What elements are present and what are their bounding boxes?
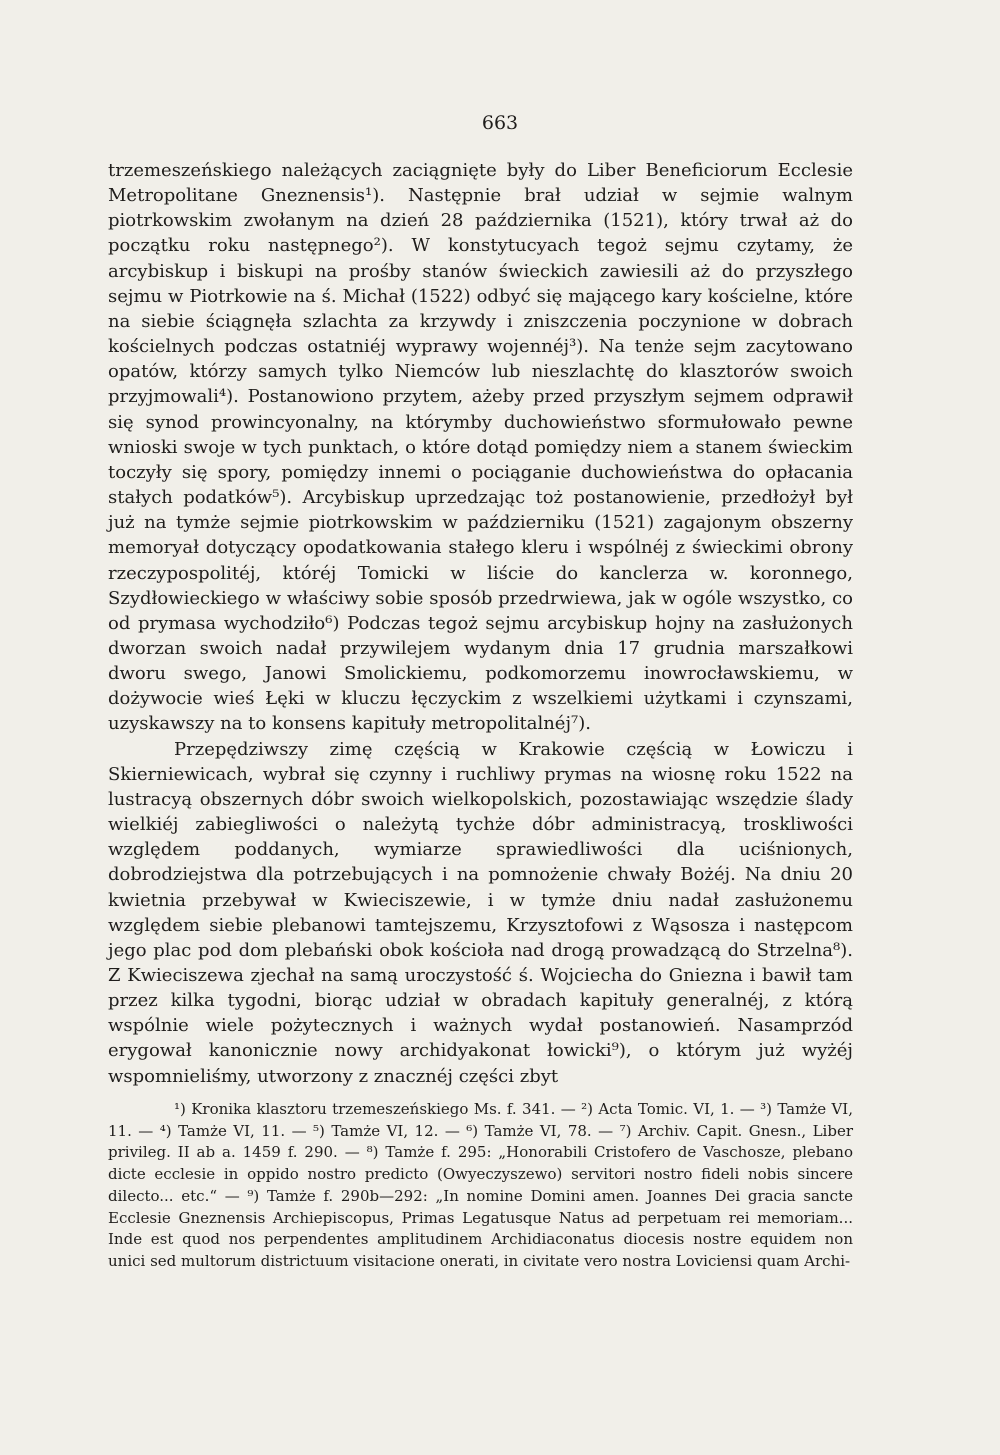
paragraph-1: trzemeszeńskiego należących zaciągnięte były do Liber Beneficiorum Ecclesie Metropolitane Gneznensis¹). Następnie brał udział w sejmie walnym piotrkowskim zwołanym na dzień 28 października (1521), który trwał aż do początku roku następnego²). W konstytucyach tegoż sejmu czytamy, że arcybiskup i biskupi na prośby stanów świeckich zawiesili aż do przyszłego sejmu w Piotrkowie na ś. Michał (1522) odbyć się mającego kary kościelne, które na siebie ściągnęła szlachta za krzywdy i zniszczenia poczynione w dobrach kościelnych podczas ostatniéj wyprawy wojennéj³). Na tenże sejm zacytowano opatów, którzy samych tylko Niemców lub nieszlachtę do klasztorów swoich przyjmowali⁴). Postanowiono przytem, ażeby przed przyszłym sejmem odprawił się synod prowincyonalny, na którymby duchowieństwo sformułowało pewne wnioski swoje w tych punktach, o które dotąd pomiędzy niem a stanem świeckim toczyły się spory, pomiędzy innemi o pociąganie duchowieństwa do opłacania stałych podatków⁵). Arcybiskup uprzedzając toż postanowienie, przedłożył był już na tymże sejmie piotrkowskim w październiku (1521) zagajonym obszerny memoryał dotyczący opodatkowania stałego kleru i wspólnéj z świeckimi obrony rzeczypospolitéj, któréj Tomicki w liście do kanclerza w. koronnego, Szydłowieckiego w właściwy sobie sposób przedrwiewa, jak w ogóle wszystko, co od prymasa wychodziło⁶) Podczas tegoż sejmu arcybiskup hojny na zasłużonych dworzan swoich nadał przywilejem wydanym dnia 17 grudnia marszałkowi dworu swego, Janowi Smolickiemu, podkomorzemu inowrocławskiemu, w dożywocie wieś Łęki w kluczu łęczyckim z wszelkiemi użytkami i czynszami, uzyskawszy na to konsens kapituły metropolitalnéj⁷). (108, 160, 853, 735)
paragraph-2: Przepędziwszy zimę częścią w Krakowie częścią w Łowiczu i Skierniewicach, wybrał się czynny i ruchliwy prymas na wiosnę roku 1522 na lustracyą obszernych dóbr swoich wielkopolskich, pozostawiając wszędzie ślady wielkiéj zabiegliwości o należytą tychże dóbr administracyą, troskliwości względem poddanych, wymiarze sprawiedliwości dla uciśnionych, dobrodziejstwa dla potrzebujących i na pomnożenie chwały Bożéj. Na dniu 20 kwietnia przebywał w Kwieciszewie, i w tymże dniu nadał zasłużonemu względem siebie plebanowi tamtejszemu, Krzysztofowi z Wąsosza i następcom jego plac pod dom plebański obok kościoła nad drogą prowadzącą do Strzelna⁸). Z Kwieciszewa zjechał na samą uroczystość ś. Wojciecha do Gniezna i bawił tam przez kilka tygodni, biorąc udział w obradach kapituły generalnéj, z którą wspólnie wiele pożytecznych i ważnych wydał postanowień. Nasamprzód erygował kanonicznie nowy archidyakonat łowicki⁹), o którym już wyżéj wspomnieliśmy, utworzony z znacznéj części zbyt (108, 738, 853, 1087)
page-number: 663 (481, 112, 519, 134)
main-text (108, 158, 853, 1089)
footnotes (108, 1099, 853, 1273)
footnotes-text: ¹) Kronika klasztoru trzemeszeńskiego Ms. f. 341. — ²) Acta Tomic. VI, 1. — ³) Tamże VI, 11. — ⁴) Tamże VI, 11. — ⁵) Tamże VI, 12. — ⁶) Tamże VI, 78. — ⁷) Archiv. Capit. Gnesn., Liber privileg. II ab a. 1459 f. 290. — ⁸) Tamże f. 295: „Honorabili Cristofero de Vaschosze, plebano dicte ecclesie in oppido nostro predicto (Owyeczyszewo) servitori nostro fideli nobis sincere dilecto... etc.“ — ⁹) Tamże f. 290b—292: „In nomine Domini amen. Joannes Dei gracia sancte Ecclesie Gneznensis Archiepiscopus, Primas Legatusque Natus ad perpetuam rei memoriam... Inde est quod nos perpendentes amplitudinem Archidiaconatus diocesis nostre equidem non unici sed multorum districtuum visitacione onerati, in civitate vero nostra Loviciensi quam Archi- (108, 1100, 853, 1270)
